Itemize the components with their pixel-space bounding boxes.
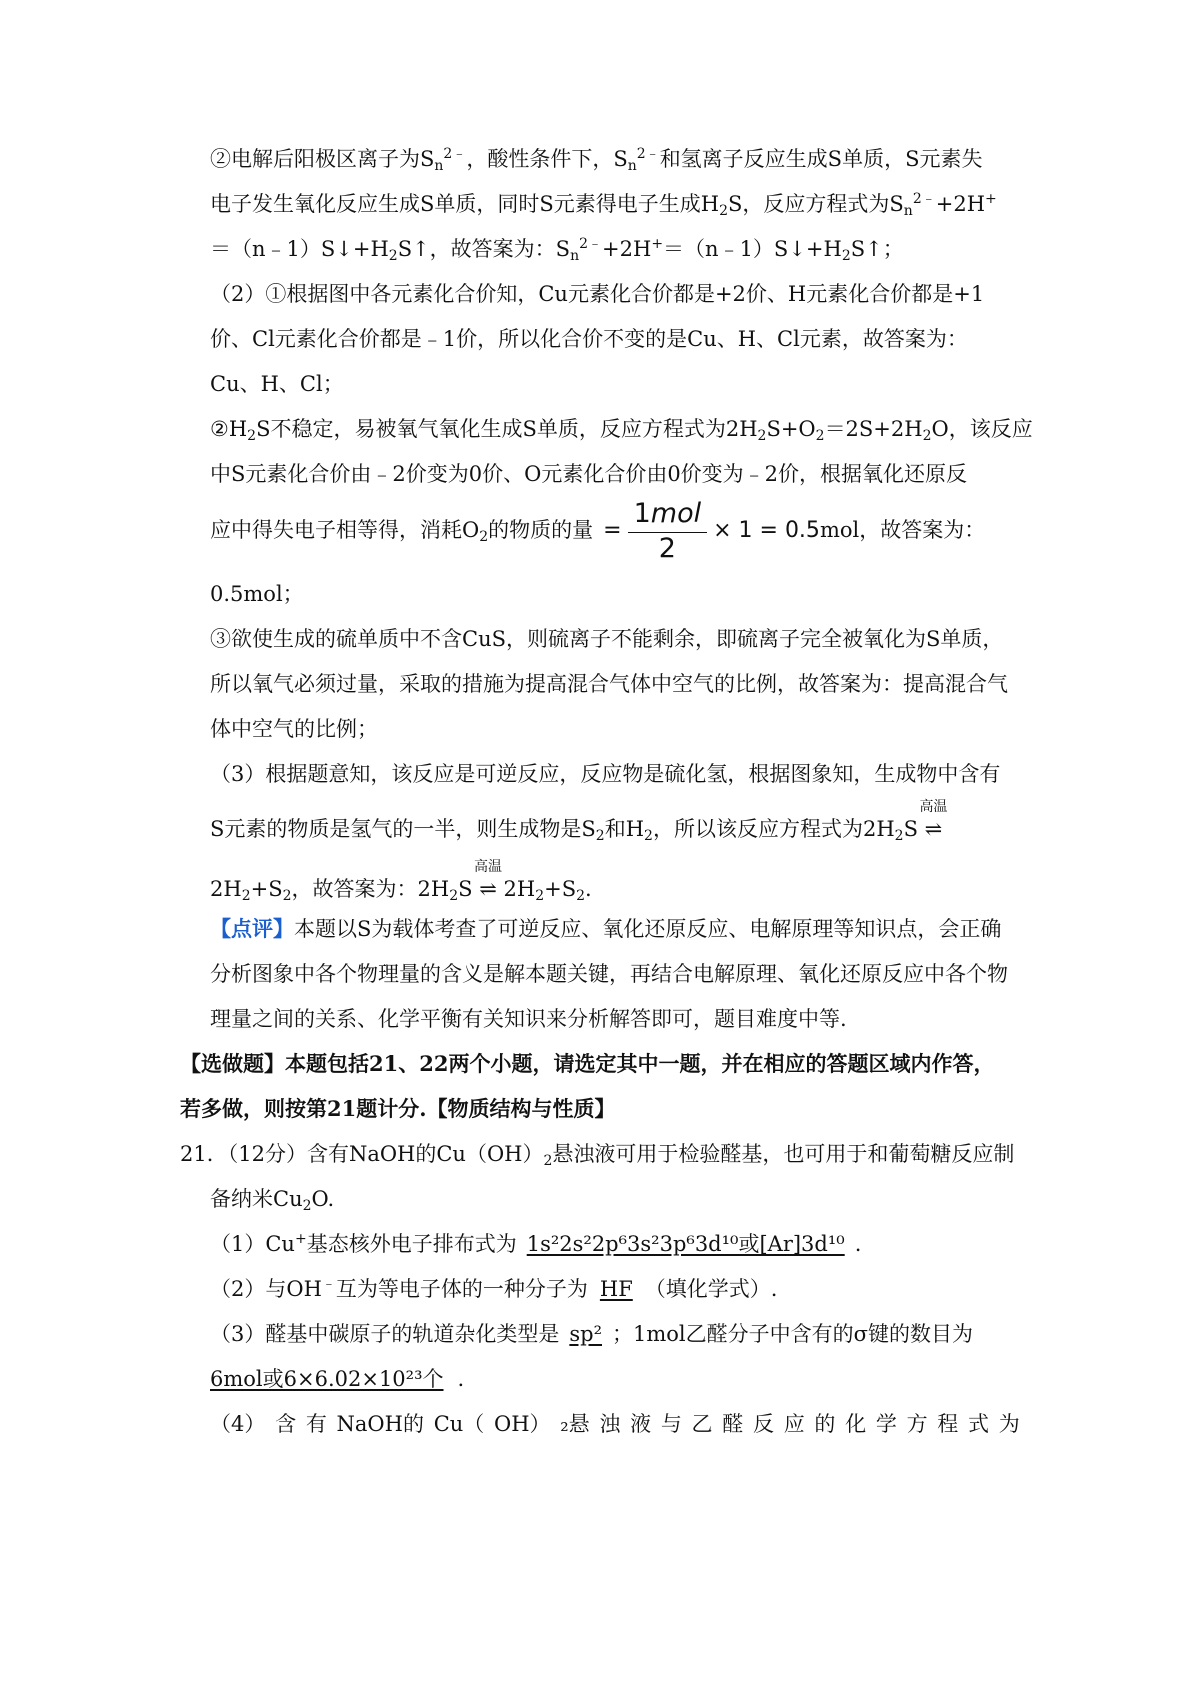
reversible-arrow: 高温 ⇌ — [474, 859, 502, 901]
line-7: $②H_2S$不稳定，易被氧气氧化生成S单质，反应方程式为$2H_2S+O_2=2S+2H_2O$，该反应 — [210, 417, 1033, 444]
section-heading-1: 【选做题】本题包括21、22两个小题，请选定其中一题，并在相应的答题区域内作答， — [180, 1051, 995, 1076]
answer-3: sp² — [569, 1322, 602, 1346]
line-5: 价、Cl元素化合价都是﹣1价，所以化合价不变的是Cu、H、Cl元素，故答案为： — [210, 327, 968, 351]
answer-4: 6mol或6×6.02×10²³个 — [210, 1367, 444, 1391]
fraction: $\frac{\text{1mol}}{2}$ — [628, 498, 708, 565]
subquestion-1: （1）Cu+基态核外电子排布式为 1s²2s²2p⁶3s²3p⁶3d¹⁰或[Ar]3d¹⁰ . — [210, 1231, 862, 1256]
line-11: ③欲使生成的硫单质中不含CuS，则硫离子不能剩余，即硫离子完全被氧化为S单质， — [210, 627, 1004, 651]
line-6: Cu、H、Cl； — [210, 372, 344, 396]
line-14: （3）根据题意知，该反应是可逆反应，反应物是硫化氢，根据图象知，生成物中含有 — [210, 762, 1001, 786]
comment-label: 【点评】 — [210, 916, 294, 941]
line-15: S元素的物质是氢气的一半，则生成物是$S_2$和$H_2$，所以该反应方程式为$2H_2S$ 高温 ⇌ — [210, 799, 948, 844]
question-21-line-2: 备纳米$Cu_2O$. — [210, 1187, 335, 1214]
subquestion-3: （3）醛基中碳原子的轨道杂化类型是 sp² ；1mol乙醛分子中含有的σ键的数目为 — [210, 1322, 973, 1346]
answer-2: HF — [599, 1277, 633, 1301]
line-18: 分析图象中各个物理量的含义是解本题关键，再结合电解原理、氧化还原反应中各个物 — [210, 962, 1008, 986]
answer-1: 1s²2s²2p⁶3s²3p⁶3d¹⁰或[Ar]3d¹⁰ — [526, 1232, 845, 1256]
subquestion-4: （4） 含 有 NaOH的 Cu（ OH） ₂悬 浊 液 与 乙 醛 反 应 的 化 学 方 程 式 为 — [210, 1412, 1020, 1436]
line-16: $2H_2+S_2$，故答案为：$2H_2S$ 高温 ⇌ $2H_2+S_2$. — [210, 859, 592, 904]
section-heading-2: 若多做，则按第21题计分.【物质结构与性质】 — [180, 1096, 616, 1121]
subquestion-2: （2）与OH﹣互为等电子体的一种分子为 HF （填化学式）. — [210, 1276, 778, 1301]
line-12: 所以氧气必须过量，采取的措施为提高混合气体中空气的比例，故答案为：提高混合气 — [210, 672, 1008, 696]
line-4: （2）①根据图中各元素化合价知，Cu元素化合价都是+2价、H元素化合价都是+1 — [210, 282, 985, 306]
subquestion-3-answer: 6mol或6×6.02×10²³个 . — [210, 1367, 465, 1391]
line-9: 应中得失电子相等得，消耗$O_2$的物质的量 = $\frac{\text{1mol}}{2}$ × 1 = 0.5mol，故答案为： — [210, 498, 986, 564]
line-8: 中S元素化合价由﹣2价变为0价、O元素化合价由0价变为﹣2价，根据氧化还原反 — [210, 462, 968, 486]
line-19: 理量之间的关系、化学平衡有关知识来分析解答即可，题目难度中等. — [210, 1007, 847, 1031]
line-2: 电子发生氧化反应生成S单质，同时S元素得电子生成$H_2S$，反应方程式为$S_n^{2﹣}+2H^+$ — [210, 191, 997, 219]
line-17: 【点评】本题以S为载体考查了可逆反应、氧化还原反应、电解原理等知识点，会正确 — [210, 916, 1002, 941]
reversible-arrow: 高温 ⇌ — [919, 799, 948, 841]
line-1: ②电解后阳极区离子为$S_n^{2﹣}$，酸性条件下，$S_n^{2﹣}$和氢离子反应生成S单质，S元素失 — [210, 146, 983, 174]
line-13: 体中空气的比例； — [210, 717, 378, 741]
line-10: 0.5mol； — [210, 582, 304, 606]
line-3: $=(n﹣1)S↓+H_2S↑$，故答案为：$S_n^{2﹣}+2H^+=(n﹣1)S↓+H_2S↑$； — [210, 236, 904, 264]
question-21-line-1: 21．（12分）含有NaOH的$Cu(OH)_2$悬浊液可用于检验醛基，也可用于和葡萄糖反应制 — [180, 1142, 1015, 1169]
